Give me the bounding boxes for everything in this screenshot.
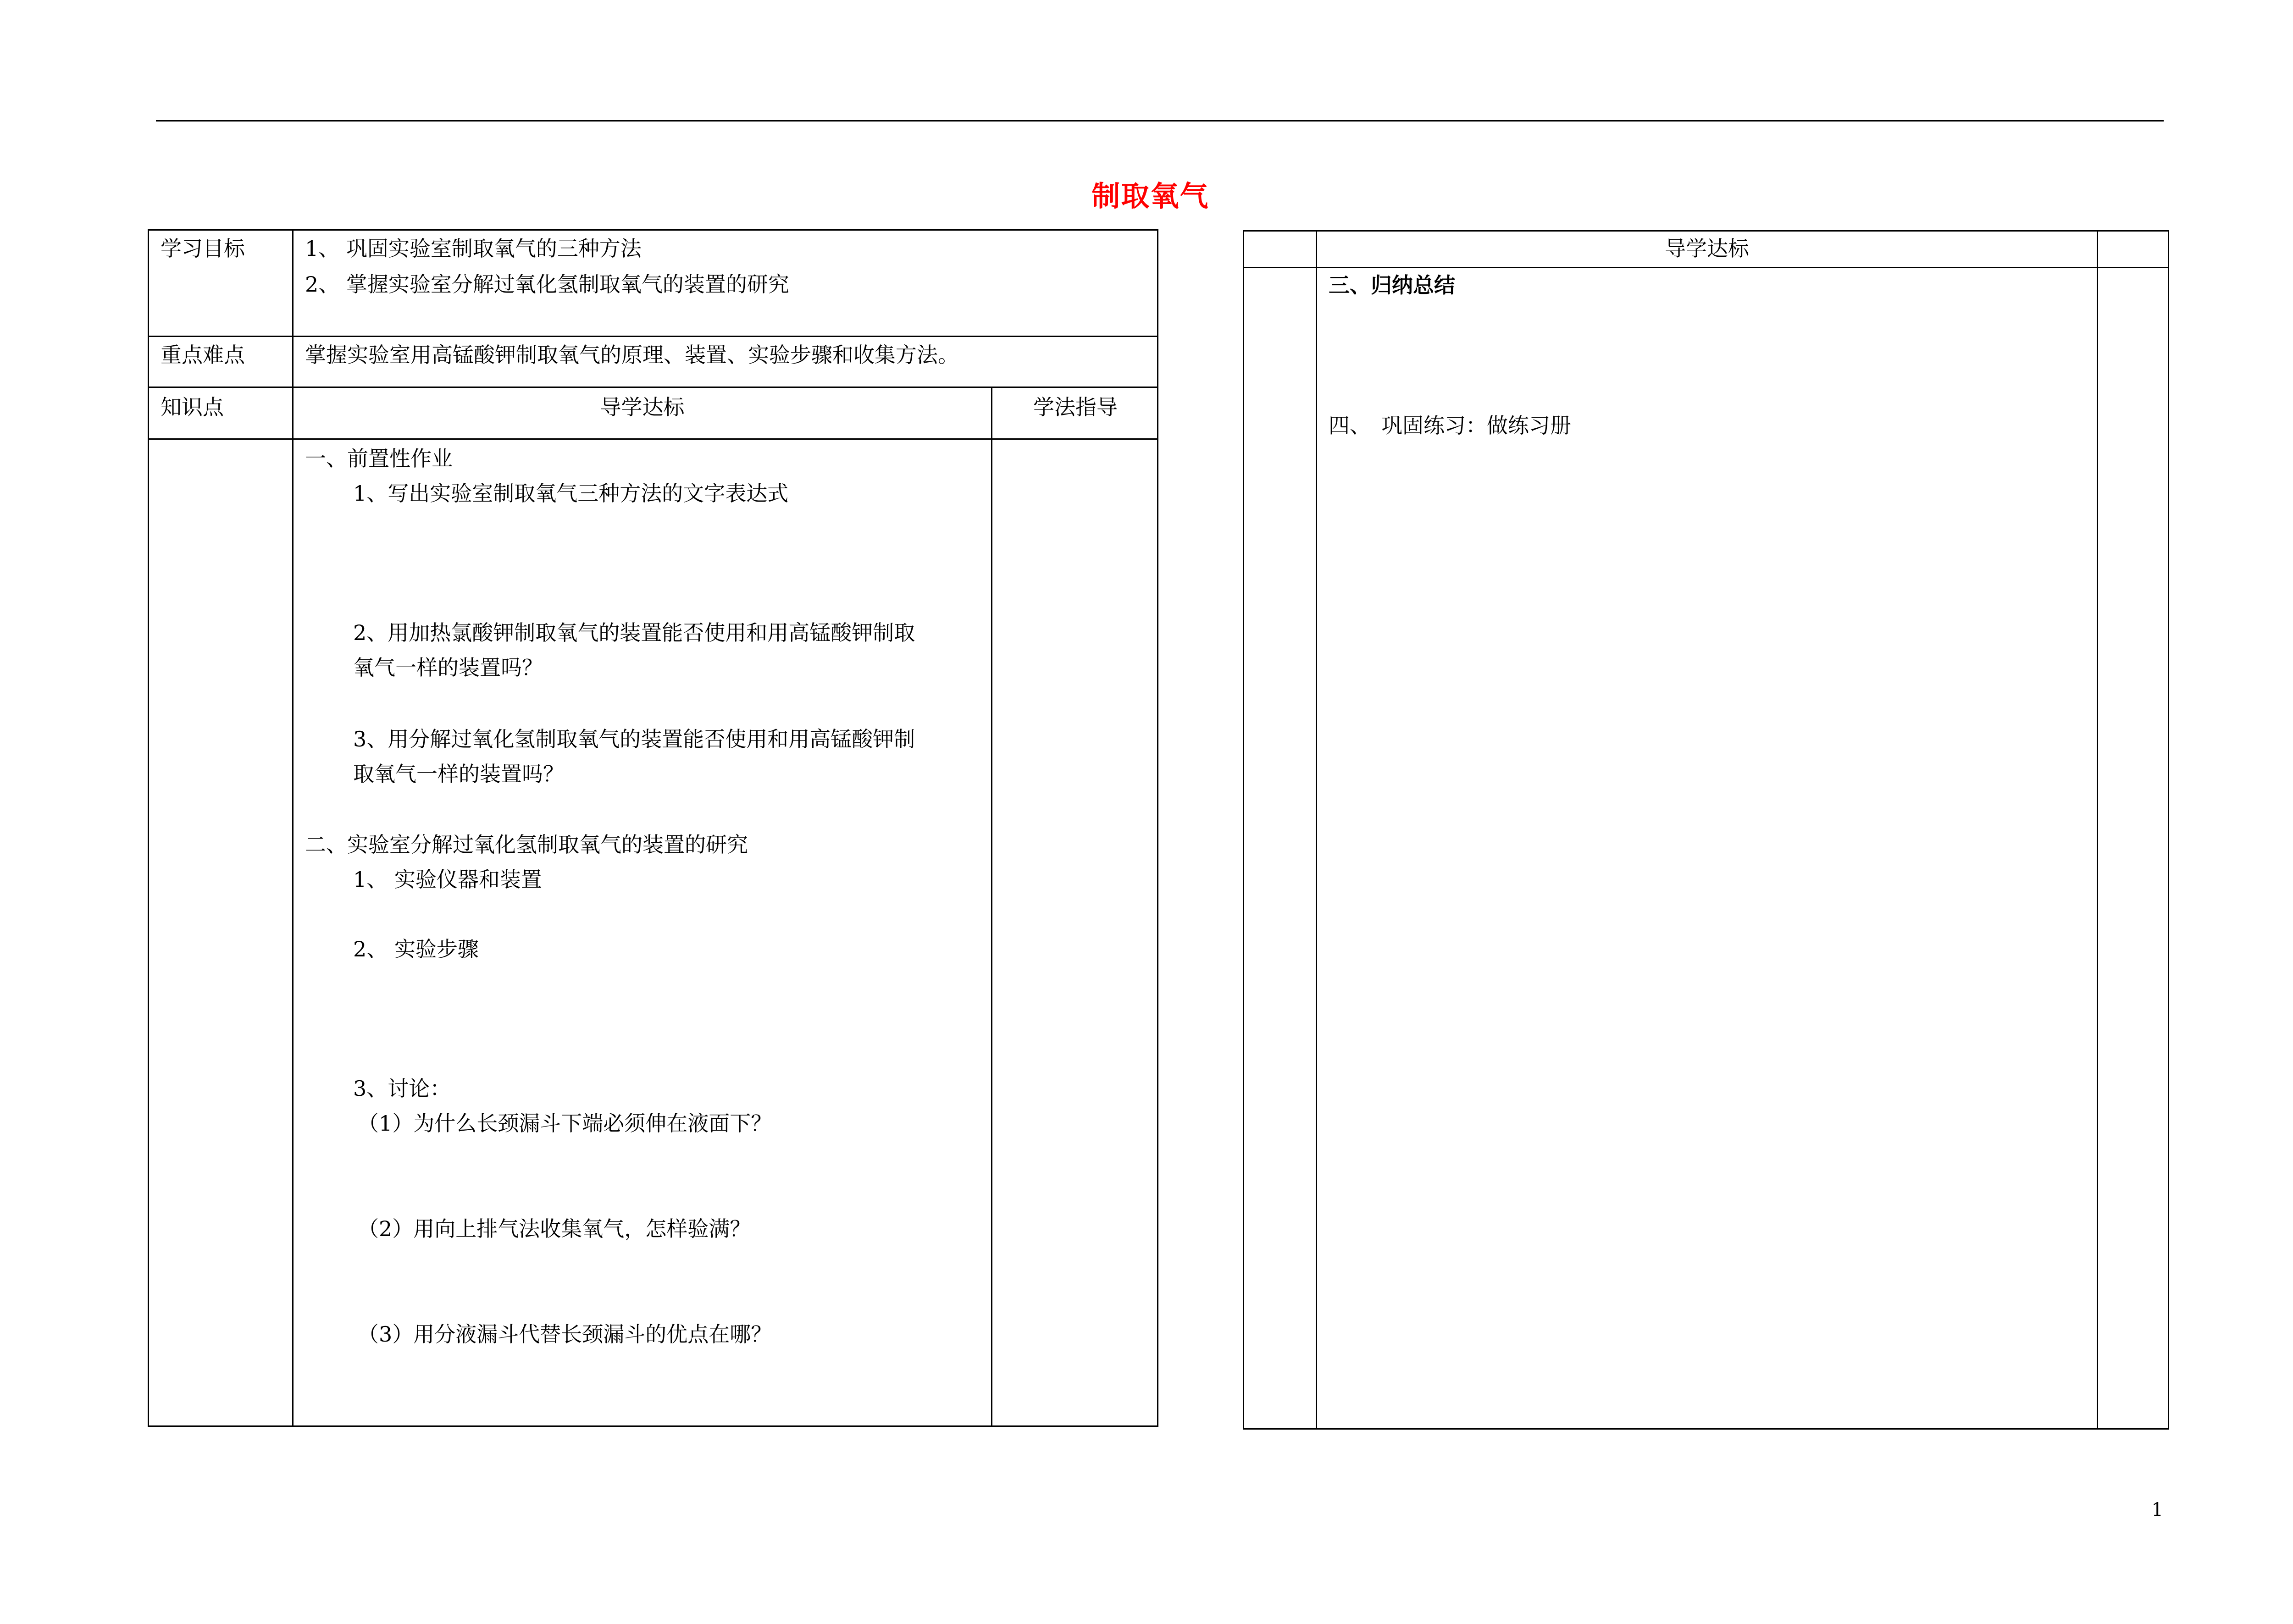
section-4-text: 四、 巩固练习：做练习册 (1329, 413, 1571, 438)
discussion-2: （2）用向上排气法收集氧气，怎样验满？ (358, 1216, 751, 1241)
goal-item-1: 1、 巩固实验室制取氧气的三种方法 (305, 236, 642, 261)
section-2-item-2: 2、 实验步骤 (353, 937, 479, 961)
section-2-title: 二、实验室分解过氧化氢制取氧气的装置的研究 (305, 832, 748, 857)
page-title: 制取氧气 (1091, 179, 1209, 213)
discussion-1: （1）为什么长颈漏斗下端必须伸在液面下？ (358, 1111, 772, 1136)
section-2-item-3: 3、讨论： (353, 1076, 451, 1101)
right-col-divider-right (2097, 230, 2098, 1430)
row-divider-key (148, 387, 1158, 388)
discussion-3: （3）用分液漏斗代替长颈漏斗的优点在哪？ (358, 1322, 772, 1347)
section-1-title: 一、前置性作业 (305, 446, 453, 471)
col-header-guide: 导学达标 (600, 395, 685, 420)
key-label: 重点难点 (161, 342, 245, 367)
question-1: 1、写出实验室制取氧气三种方法的文字表达式 (353, 481, 789, 506)
row-divider-header (148, 438, 1158, 440)
col-header-knowledge: 知识点 (161, 395, 224, 420)
right-row-divider-header (1243, 267, 2169, 268)
col-header-method: 学法指导 (1033, 395, 1118, 420)
goals-label: 学习目标 (161, 236, 245, 261)
key-text: 掌握实验室用高锰酸钾制取氧气的原理、装置、实验步骤和收集方法。 (305, 342, 959, 367)
section-3-title: 三、归纳总结 (1329, 273, 1455, 298)
question-3-line-1: 3、用分解过氧化氢制取氧气的装置能否使用和用高锰酸钾制 (353, 727, 915, 751)
question-3-line-2: 取氧气一样的装置吗？ (353, 762, 564, 786)
page-number: 1 (2151, 1499, 2163, 1520)
section-2-item-1: 1、 实验仪器和装置 (353, 867, 542, 892)
row-divider-goals (148, 336, 1158, 337)
right-table-border (1243, 230, 2169, 1430)
header-rule (156, 120, 2164, 122)
right-col-divider-left (1316, 230, 1317, 1430)
question-2-line-1: 2、用加热氯酸钾制取氧气的装置能否使用和用高锰酸钾制取 (353, 620, 915, 645)
question-2-line-2: 氧气一样的装置吗？ (353, 655, 543, 680)
right-col-header-guide: 导学达标 (1665, 236, 1749, 261)
goal-item-2: 2、 掌握实验室分解过氧化氢制取氧气的装置的研究 (305, 272, 789, 297)
col-divider-method (991, 387, 992, 1427)
